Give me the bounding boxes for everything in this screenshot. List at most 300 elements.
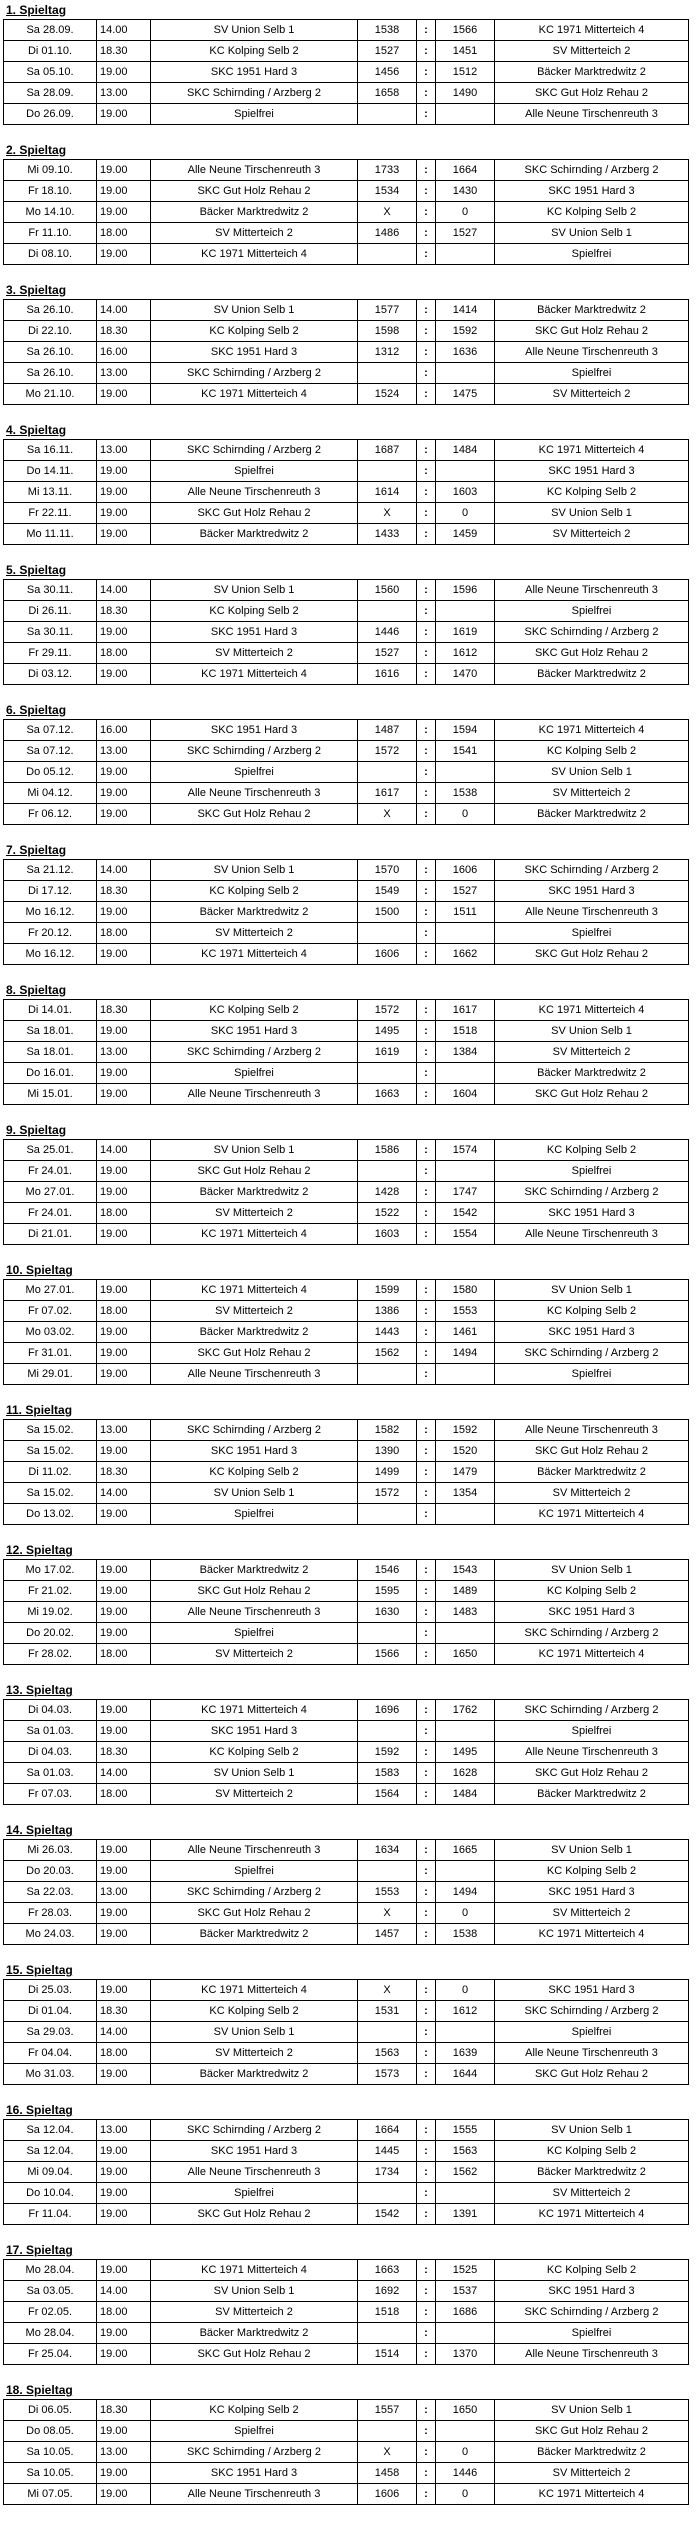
match-row [4, 881, 689, 902]
home-team: SKC 1951 Hard 3 [151, 342, 358, 363]
score-separator: : [417, 860, 436, 881]
match-row [4, 1581, 689, 1602]
match-time: 19.00 [97, 160, 151, 181]
home-team: SKC Schirnding / Arzberg 2 [151, 1420, 358, 1441]
home-team: Spielfrei [151, 2421, 358, 2442]
match-time: 19.00 [97, 1924, 151, 1945]
match-time: 14.00 [97, 2022, 151, 2043]
home-score: 1487 [358, 720, 417, 741]
home-score: 1577 [358, 300, 417, 321]
match-row [4, 2302, 689, 2323]
home-team: SKC Gut Holz Rehau 2 [151, 2344, 358, 2365]
match-time: 14.00 [97, 300, 151, 321]
match-time: 14.00 [97, 20, 151, 41]
score-separator: : [417, 1763, 436, 1784]
score-separator: : [417, 503, 436, 524]
match-date: Fr 06.12. [4, 804, 97, 825]
score-separator: : [417, 2064, 436, 2085]
home-score: 1696 [358, 1700, 417, 1721]
away-score: 1639 [436, 2043, 495, 2064]
matches-table [3, 1419, 689, 1525]
away-team: SKC Gut Holz Rehau 2 [495, 321, 689, 342]
away-team: Spielfrei [495, 244, 689, 265]
home-score: 1606 [358, 2484, 417, 2505]
home-score [358, 923, 417, 944]
match-time: 19.00 [97, 762, 151, 783]
away-score: 1596 [436, 580, 495, 601]
away-team: SV Mitterteich 2 [495, 783, 689, 804]
match-date: Mo 16.12. [4, 944, 97, 965]
match-time: 18.30 [97, 321, 151, 342]
matches-table [3, 439, 689, 545]
away-team: SV Union Selb 1 [495, 1021, 689, 1042]
home-team: Alle Neune Tirschenreuth 3 [151, 482, 358, 503]
match-row [4, 482, 689, 503]
away-team: Spielfrei [495, 1364, 689, 1385]
away-team: Spielfrei [495, 2022, 689, 2043]
score-separator: : [417, 1280, 436, 1301]
away-team: SKC 1951 Hard 3 [495, 461, 689, 482]
home-team: SKC 1951 Hard 3 [151, 622, 358, 643]
match-date: Fr 28.03. [4, 1903, 97, 1924]
home-team: SV Mitterteich 2 [151, 2043, 358, 2064]
score-separator: : [417, 2120, 436, 2141]
matchday-section [3, 2242, 699, 2382]
away-team: SKC Schirnding / Arzberg 2 [495, 1343, 689, 1364]
home-score: 1446 [358, 622, 417, 643]
away-score [436, 1861, 495, 1882]
matches-table [3, 1839, 689, 1945]
away-score: 1495 [436, 1742, 495, 1763]
away-score [436, 1721, 495, 1742]
match-row [4, 1182, 689, 1203]
match-row [4, 1763, 689, 1784]
score-separator: : [417, 2022, 436, 2043]
away-score: 1644 [436, 2064, 495, 2085]
matchday-section [3, 1682, 699, 1822]
away-score: 0 [436, 1903, 495, 1924]
away-team: Bäcker Marktredwitz 2 [495, 300, 689, 321]
home-score: 1572 [358, 741, 417, 762]
score-separator: : [417, 804, 436, 825]
away-team: SV Union Selb 1 [495, 503, 689, 524]
match-date: Do 16.01. [4, 1063, 97, 1084]
score-separator: : [417, 2260, 436, 2281]
home-team: SKC Schirnding / Arzberg 2 [151, 83, 358, 104]
match-row [4, 1483, 689, 1504]
away-score: 1628 [436, 1763, 495, 1784]
home-score: 1514 [358, 2344, 417, 2365]
home-team: Bäcker Marktredwitz 2 [151, 1924, 358, 1945]
matches-table [3, 999, 689, 1105]
match-row [4, 944, 689, 965]
match-date: Mi 09.10. [4, 160, 97, 181]
match-time: 14.00 [97, 860, 151, 881]
home-team: KC Kolping Selb 2 [151, 1462, 358, 1483]
away-score [436, 762, 495, 783]
score-separator: : [417, 622, 436, 643]
match-row [4, 440, 689, 461]
matchday-title: 7. Spieltag [6, 843, 67, 857]
matchday-section [3, 1822, 699, 1962]
match-date: Sa 12.04. [4, 2120, 97, 2141]
score-separator: : [417, 20, 436, 41]
home-score: 1499 [358, 1462, 417, 1483]
score-separator: : [417, 1623, 436, 1644]
home-score [358, 244, 417, 265]
home-score: 1522 [358, 1203, 417, 1224]
match-time: 19.00 [97, 524, 151, 545]
match-date: Sa 25.01. [4, 1140, 97, 1161]
score-separator: : [417, 1840, 436, 1861]
match-row [4, 1980, 689, 2001]
match-row [4, 1301, 689, 1322]
home-score: X [358, 202, 417, 223]
home-team: KC Kolping Selb 2 [151, 601, 358, 622]
match-date: Di 06.05. [4, 2400, 97, 2421]
match-date: Mi 29.01. [4, 1364, 97, 1385]
home-score: 1549 [358, 881, 417, 902]
home-team: SV Union Selb 1 [151, 860, 358, 881]
match-time: 18.30 [97, 1742, 151, 1763]
away-team: Spielfrei [495, 601, 689, 622]
away-team: SKC Gut Holz Rehau 2 [495, 643, 689, 664]
matches-table [3, 2119, 689, 2225]
match-time: 18.00 [97, 1203, 151, 1224]
away-team: KC 1971 Mitterteich 4 [495, 1000, 689, 1021]
score-separator: : [417, 1462, 436, 1483]
away-team: Alle Neune Tirschenreuth 3 [495, 2043, 689, 2064]
away-team: SV Mitterteich 2 [495, 41, 689, 62]
away-score: 1525 [436, 2260, 495, 2281]
match-time: 18.30 [97, 601, 151, 622]
home-team: SKC Gut Holz Rehau 2 [151, 1343, 358, 1364]
match-date: Fr 21.02. [4, 1581, 97, 1602]
match-time: 18.00 [97, 1784, 151, 1805]
away-team: Spielfrei [495, 923, 689, 944]
match-date: Sa 18.01. [4, 1021, 97, 1042]
away-score: 1592 [436, 321, 495, 342]
home-team: SKC 1951 Hard 3 [151, 1721, 358, 1742]
score-separator: : [417, 2183, 436, 2204]
score-separator: : [417, 1182, 436, 1203]
away-team: SV Union Selb 1 [495, 223, 689, 244]
match-date: Di 14.01. [4, 1000, 97, 1021]
away-score: 1451 [436, 41, 495, 62]
match-date: Sa 10.05. [4, 2442, 97, 2463]
match-row [4, 2022, 689, 2043]
away-score: 1430 [436, 181, 495, 202]
score-separator: : [417, 62, 436, 83]
away-score [436, 2421, 495, 2442]
away-score: 1762 [436, 1700, 495, 1721]
home-score [358, 762, 417, 783]
home-score: 1617 [358, 783, 417, 804]
matchday-section [3, 142, 699, 282]
score-separator: : [417, 321, 436, 342]
match-time: 13.00 [97, 2442, 151, 2463]
match-row [4, 20, 689, 41]
match-row [4, 342, 689, 363]
match-row [4, 720, 689, 741]
match-row [4, 1742, 689, 1763]
match-row [4, 1322, 689, 1343]
match-time: 19.00 [97, 2484, 151, 2505]
match-date: Mi 26.03. [4, 1840, 97, 1861]
matchday-section [3, 282, 699, 422]
away-team: Bäcker Marktredwitz 2 [495, 804, 689, 825]
away-team: Alle Neune Tirschenreuth 3 [495, 104, 689, 125]
home-score: 1524 [358, 384, 417, 405]
home-team: KC 1971 Mitterteich 4 [151, 664, 358, 685]
match-row [4, 643, 689, 664]
match-date: Di 01.04. [4, 2001, 97, 2022]
match-time: 19.00 [97, 1224, 151, 1245]
away-score [436, 1504, 495, 1525]
score-separator: : [417, 664, 436, 685]
match-date: Mi 13.11. [4, 482, 97, 503]
match-date: Di 22.10. [4, 321, 97, 342]
match-row [4, 1161, 689, 1182]
score-separator: : [417, 783, 436, 804]
match-date: Do 20.02. [4, 1623, 97, 1644]
match-row [4, 601, 689, 622]
away-score: 1484 [436, 440, 495, 461]
match-row [4, 1063, 689, 1084]
home-team: SV Union Selb 1 [151, 2281, 358, 2302]
home-team: SKC Schirnding / Arzberg 2 [151, 2120, 358, 2141]
away-score: 1446 [436, 2463, 495, 2484]
match-date: Do 08.05. [4, 2421, 97, 2442]
match-time: 19.00 [97, 1364, 151, 1385]
home-team: SKC 1951 Hard 3 [151, 2463, 358, 2484]
home-team: SV Union Selb 1 [151, 1763, 358, 1784]
match-row [4, 2064, 689, 2085]
home-team: Alle Neune Tirschenreuth 3 [151, 1602, 358, 1623]
match-time: 18.30 [97, 1000, 151, 1021]
match-row [4, 2344, 689, 2365]
match-date: Mo 27.01. [4, 1182, 97, 1203]
match-date: Sa 28.09. [4, 20, 97, 41]
home-team: SKC 1951 Hard 3 [151, 720, 358, 741]
score-separator: : [417, 2421, 436, 2442]
home-score: 1572 [358, 1000, 417, 1021]
match-date: Di 17.12. [4, 881, 97, 902]
home-team: Bäcker Marktredwitz 2 [151, 524, 358, 545]
away-team: SV Mitterteich 2 [495, 524, 689, 545]
matchday-section [3, 982, 699, 1122]
matchday-section [3, 422, 699, 562]
matchday-title: 15. Spieltag [6, 1963, 73, 1977]
away-score: 1354 [436, 1483, 495, 1504]
match-time: 19.00 [97, 1161, 151, 1182]
home-score: 1606 [358, 944, 417, 965]
match-date: Sa 15.02. [4, 1483, 97, 1504]
home-score [358, 461, 417, 482]
match-date: Sa 10.05. [4, 2463, 97, 2484]
match-time: 18.00 [97, 1301, 151, 1322]
home-team: Spielfrei [151, 1623, 358, 1644]
home-team: Bäcker Marktredwitz 2 [151, 1322, 358, 1343]
away-score: 1511 [436, 902, 495, 923]
match-row [4, 580, 689, 601]
match-date: Mo 28.04. [4, 2323, 97, 2344]
home-score: 1664 [358, 2120, 417, 2141]
match-row [4, 1504, 689, 1525]
score-separator: : [417, 1483, 436, 1504]
match-row [4, 2463, 689, 2484]
score-separator: : [417, 2442, 436, 2463]
score-separator: : [417, 762, 436, 783]
away-score: 0 [436, 804, 495, 825]
match-date: Sa 07.12. [4, 720, 97, 741]
away-score: 1665 [436, 1840, 495, 1861]
match-time: 19.00 [97, 503, 151, 524]
score-separator: : [417, 2043, 436, 2064]
away-team: SV Mitterteich 2 [495, 384, 689, 405]
home-score [358, 1721, 417, 1742]
home-team: Spielfrei [151, 1063, 358, 1084]
score-separator: : [417, 1903, 436, 1924]
match-date: Fr 31.01. [4, 1343, 97, 1364]
away-score: 1542 [436, 1203, 495, 1224]
match-date: Sa 26.10. [4, 300, 97, 321]
match-time: 19.00 [97, 2064, 151, 2085]
matches-table [3, 159, 689, 265]
home-team: Spielfrei [151, 461, 358, 482]
away-team: KC 1971 Mitterteich 4 [495, 1504, 689, 1525]
score-separator: : [417, 2302, 436, 2323]
home-score [358, 1504, 417, 1525]
match-date: Mo 27.01. [4, 1280, 97, 1301]
match-time: 13.00 [97, 83, 151, 104]
score-separator: : [417, 363, 436, 384]
away-team: SV Union Selb 1 [495, 1840, 689, 1861]
match-time: 13.00 [97, 1420, 151, 1441]
match-row [4, 524, 689, 545]
home-team: Alle Neune Tirschenreuth 3 [151, 1084, 358, 1105]
match-row [4, 1721, 689, 1742]
match-row [4, 104, 689, 125]
score-separator: : [417, 601, 436, 622]
home-score [358, 601, 417, 622]
away-score: 1563 [436, 2141, 495, 2162]
matchday-section [3, 1122, 699, 1262]
match-row [4, 1000, 689, 1021]
match-time: 14.00 [97, 2281, 151, 2302]
matchday-title: 13. Spieltag [6, 1683, 73, 1697]
away-team: SV Union Selb 1 [495, 1280, 689, 1301]
matches-table [3, 2399, 689, 2505]
home-score: 1486 [358, 223, 417, 244]
away-score: 1555 [436, 2120, 495, 2141]
match-row [4, 2323, 689, 2344]
match-date: Do 14.11. [4, 461, 97, 482]
match-time: 19.00 [97, 1903, 151, 1924]
away-team: SV Union Selb 1 [495, 1560, 689, 1581]
away-score: 1617 [436, 1000, 495, 1021]
match-time: 19.00 [97, 1840, 151, 1861]
match-date: Fr 11.10. [4, 223, 97, 244]
home-score: 1433 [358, 524, 417, 545]
match-date: Mo 31.03. [4, 2064, 97, 2085]
away-team: SKC 1951 Hard 3 [495, 1882, 689, 1903]
home-team: KC Kolping Selb 2 [151, 1000, 358, 1021]
away-score [436, 1161, 495, 1182]
match-time: 19.00 [97, 2183, 151, 2204]
matchday-title: 16. Spieltag [6, 2103, 73, 2117]
match-time: 19.00 [97, 2204, 151, 2225]
home-score: 1566 [358, 1644, 417, 1665]
home-score: 1733 [358, 160, 417, 181]
away-team: SV Mitterteich 2 [495, 1903, 689, 1924]
match-date: Sa 16.11. [4, 440, 97, 461]
away-score [436, 461, 495, 482]
home-team: KC 1971 Mitterteich 4 [151, 1280, 358, 1301]
away-score: 1494 [436, 1343, 495, 1364]
match-date: Fr 04.04. [4, 2043, 97, 2064]
match-time: 19.00 [97, 1504, 151, 1525]
match-time: 19.00 [97, 2344, 151, 2365]
away-score: 1483 [436, 1602, 495, 1623]
score-separator: : [417, 160, 436, 181]
match-row [4, 1623, 689, 1644]
away-score: 1580 [436, 1280, 495, 1301]
match-time: 19.00 [97, 1700, 151, 1721]
match-date: Do 10.04. [4, 2183, 97, 2204]
match-date: Fr 07.03. [4, 1784, 97, 1805]
match-date: Sa 12.04. [4, 2141, 97, 2162]
score-separator: : [417, 944, 436, 965]
home-score: 1614 [358, 482, 417, 503]
away-score: 1566 [436, 20, 495, 41]
home-score: 1616 [358, 664, 417, 685]
score-separator: : [417, 2323, 436, 2344]
away-team: SKC Gut Holz Rehau 2 [495, 1084, 689, 1105]
score-separator: : [417, 1504, 436, 1525]
match-row [4, 1644, 689, 1665]
score-separator: : [417, 384, 436, 405]
match-row [4, 2281, 689, 2302]
match-date: Di 03.12. [4, 664, 97, 685]
away-score: 1461 [436, 1322, 495, 1343]
away-team: SKC Gut Holz Rehau 2 [495, 1441, 689, 1462]
match-date: Sa 07.12. [4, 741, 97, 762]
home-team: SKC Gut Holz Rehau 2 [151, 804, 358, 825]
matchday-title: 10. Spieltag [6, 1263, 73, 1277]
home-team: KC Kolping Selb 2 [151, 1742, 358, 1763]
away-team: SKC Schirnding / Arzberg 2 [495, 1623, 689, 1644]
home-team: SKC Gut Holz Rehau 2 [151, 2204, 358, 2225]
away-team: SV Union Selb 1 [495, 762, 689, 783]
away-team: Bäcker Marktredwitz 2 [495, 2442, 689, 2463]
home-team: SKC Schirnding / Arzberg 2 [151, 1042, 358, 1063]
away-score [436, 2022, 495, 2043]
home-team: SKC Schirnding / Arzberg 2 [151, 1882, 358, 1903]
matchday-section [3, 1542, 699, 1682]
home-score: 1572 [358, 1483, 417, 1504]
away-score: 1612 [436, 2001, 495, 2022]
match-date: Mo 16.12. [4, 902, 97, 923]
away-team: Alle Neune Tirschenreuth 3 [495, 342, 689, 363]
home-score: 1527 [358, 41, 417, 62]
home-team: KC 1971 Mitterteich 4 [151, 1980, 358, 2001]
away-score: 1686 [436, 2302, 495, 2323]
home-score [358, 1364, 417, 1385]
away-score: 0 [436, 503, 495, 524]
away-team: Bäcker Marktredwitz 2 [495, 2162, 689, 2183]
match-date: Sa 15.02. [4, 1420, 97, 1441]
